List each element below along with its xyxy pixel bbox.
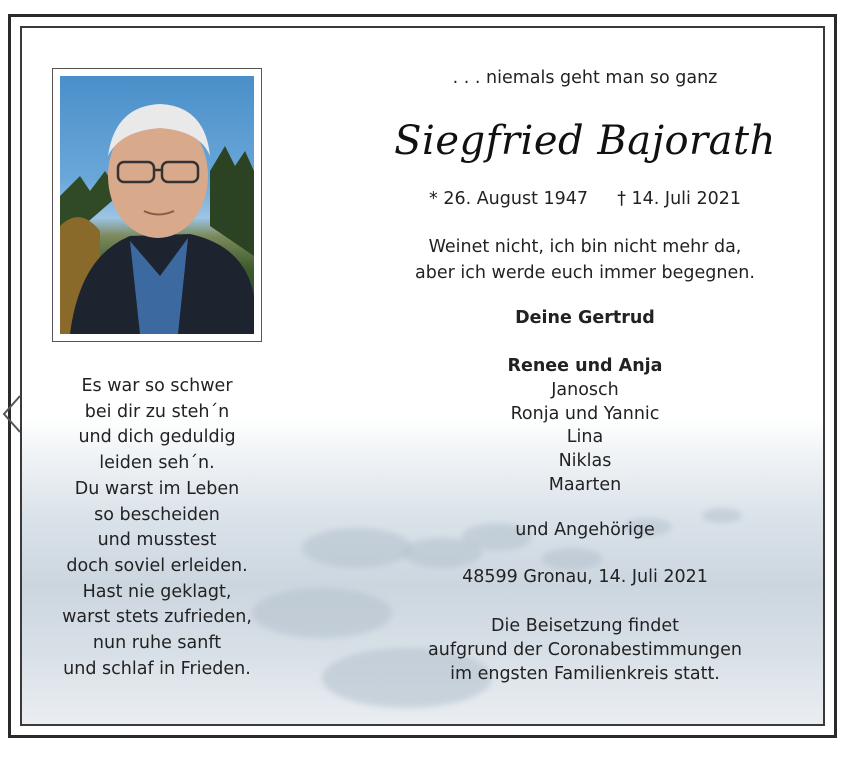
poem bbox=[44, 374, 270, 682]
relatives: und Angehörige bbox=[515, 520, 655, 540]
spouse-name: Deine Gertrud bbox=[515, 308, 655, 328]
family-list bbox=[380, 355, 790, 498]
quote-line: Weinet nicht, ich bin nicht mehr da, bbox=[428, 237, 742, 257]
poem-line: und dich geduldig bbox=[78, 427, 236, 448]
poem-line: Du warst im Leben bbox=[74, 478, 240, 499]
poem-line: Hast nie geklagt, bbox=[82, 581, 232, 602]
poem-line: Es war so schwer bbox=[81, 376, 233, 396]
birth-date: * 26. August 1947 bbox=[429, 189, 589, 209]
deceased-name: Siegfried Bajorath bbox=[394, 118, 776, 164]
funeral-line: Die Beisetzung findet bbox=[491, 616, 679, 636]
family-member: Maarten bbox=[548, 474, 622, 495]
poem-line: und musstest bbox=[97, 530, 217, 551]
portrait-illustration bbox=[60, 76, 254, 334]
quote bbox=[380, 234, 790, 286]
funeral-notice bbox=[380, 614, 790, 686]
poem-line: und schlaf in Frieden. bbox=[63, 658, 251, 679]
poem-line: leiden seh´n. bbox=[99, 453, 215, 474]
family-member: Lina bbox=[566, 427, 604, 448]
place-date: 48599 Gronau, 14. Juli 2021 bbox=[462, 567, 708, 587]
poem-line: so bescheiden bbox=[94, 504, 220, 525]
poem-line: bei dir zu steh´n bbox=[84, 401, 230, 422]
stone-decoration bbox=[252, 588, 392, 638]
funeral-line: aufgrund der Coronabestimmungen bbox=[428, 640, 742, 660]
life-dates bbox=[380, 189, 790, 209]
poem-line: doch soviel erleiden. bbox=[66, 555, 248, 576]
chevron-left-icon[interactable] bbox=[0, 392, 24, 436]
family-member: Ronja und Yannic bbox=[510, 403, 660, 424]
death-date: † 14. Juli 2021 bbox=[617, 189, 741, 209]
quote-line: aber ich werde euch immer begegnen. bbox=[415, 263, 755, 283]
family-member: Janosch bbox=[551, 379, 619, 400]
portrait-photo bbox=[60, 76, 254, 334]
motto: . . . niemals geht man so ganz bbox=[452, 68, 718, 88]
family-lead: Renee und Anja bbox=[507, 356, 663, 376]
poem-line: warst stets zufrieden, bbox=[62, 607, 252, 628]
funeral-line: im engsten Familienkreis statt. bbox=[450, 664, 720, 684]
poem-line: nun ruhe sanft bbox=[92, 633, 222, 654]
portrait-frame bbox=[52, 68, 262, 342]
family-member: Niklas bbox=[558, 451, 612, 472]
